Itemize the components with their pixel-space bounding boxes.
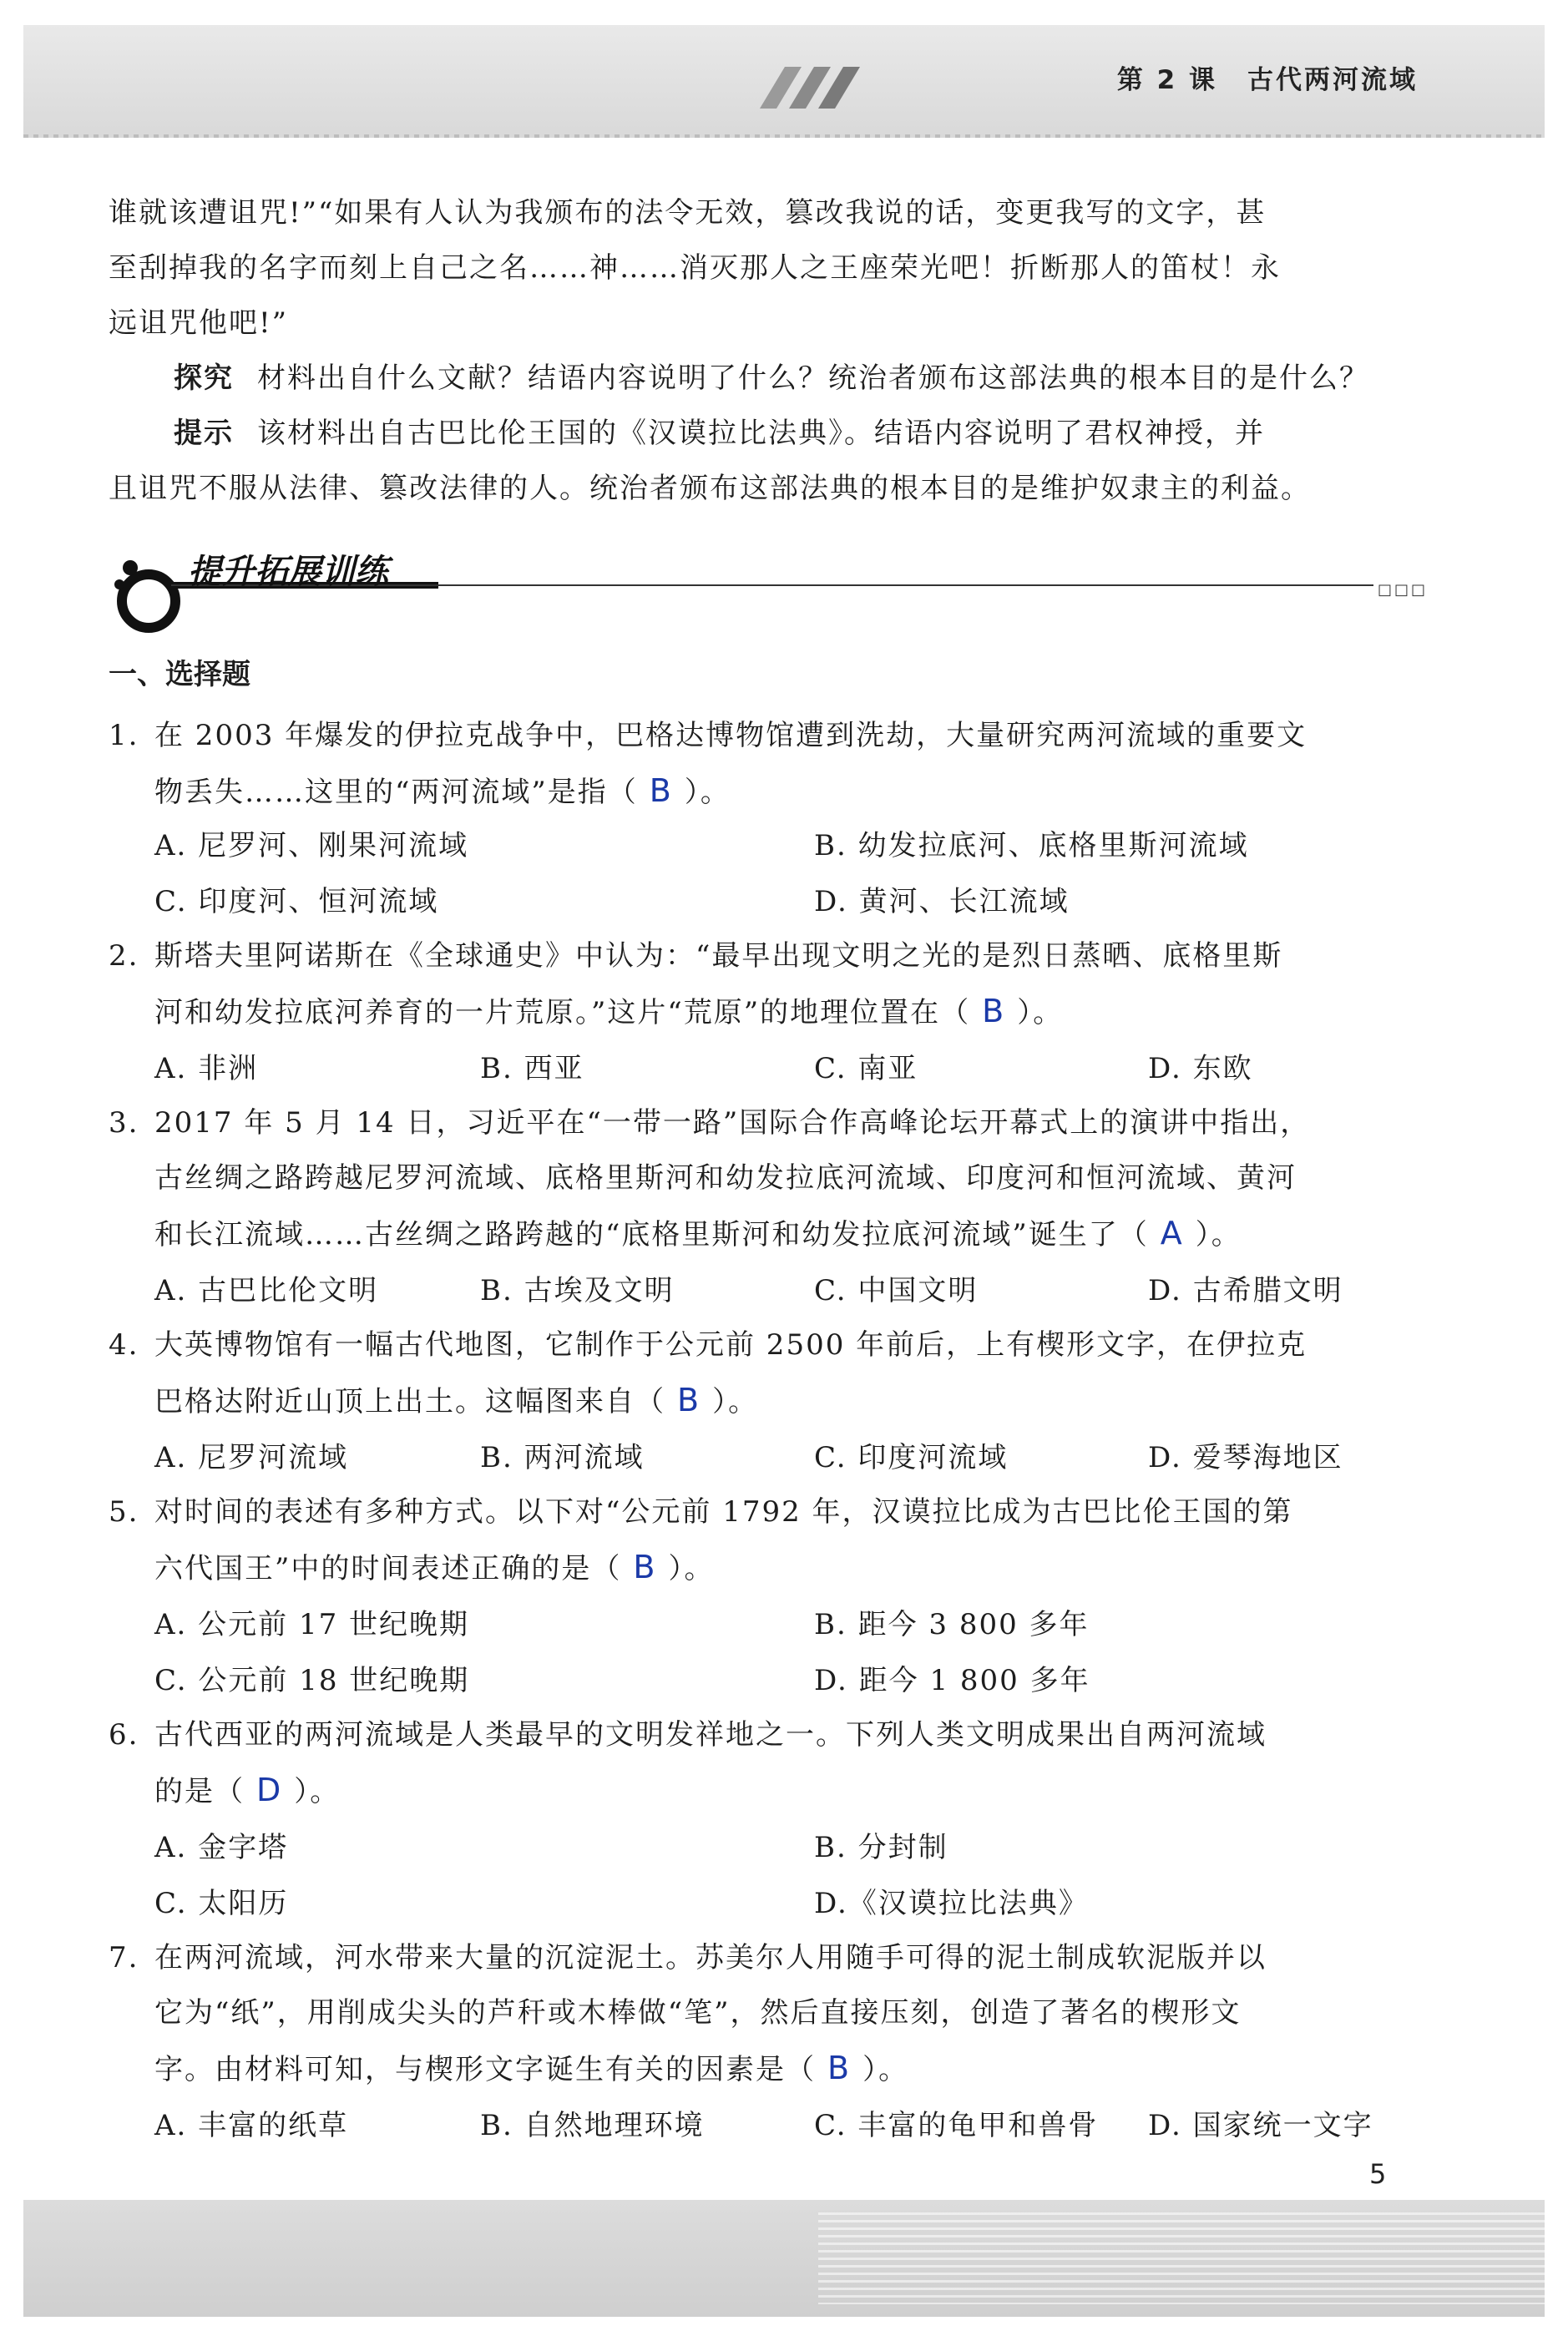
answer-mark: D [256, 1772, 283, 1808]
option: B. 距今 3 800 多年 [814, 1608, 1090, 1641]
question-3: 3. 2017 年 5 月 14 日，习近平在“一带一路”国际合作高峰论坛开幕式上的演讲中指出， 古丝绸之路跨越尼罗河流域、底格里斯河和幼发拉底河流域、印度河和恒河流域、黄河 和长江流域……古丝绸之路跨越的“底格里斯河和幼发拉底河流域”诞生了（ A ）。 [109, 1095, 1419, 1262]
option: A. 金字塔 [154, 1831, 289, 1864]
option: B. 两河流域 [480, 1441, 645, 1474]
option: D. 黄河、长江流域 [814, 885, 1070, 918]
option: D.《汉谟拉比法典》 [814, 1887, 1089, 1920]
option: B. 分封制 [814, 1831, 948, 1864]
hint-paragraph [109, 406, 1419, 516]
option: C. 公元前 18 世纪晚期 [154, 1664, 470, 1697]
lesson-number: 第 2 课 [1116, 65, 1217, 95]
option: A. 尼罗河、刚果河流域 [154, 829, 469, 862]
answer-mark: B [649, 772, 673, 809]
option: A. 非洲 [154, 1052, 259, 1085]
answer-mark: B [633, 1549, 657, 1585]
explore-label: 探究 [174, 362, 234, 395]
page-number: 5 [1369, 2158, 1387, 2190]
question-6: 6. 古代西亚的两河流域是人类最早的文明发祥地之一。下列人类文明成果出自两河流域 的是（ D ）。 [109, 1707, 1419, 1819]
option: A. 尼罗河流域 [154, 1441, 349, 1474]
question-number: 7. [109, 1941, 139, 1974]
question-2: 2. 斯塔夫里阿诺斯在《全球通史》中认为：“最早出现文明之光的是烈日蒸晒、底格里斯 河和幼发拉底河养育的一片荒原。”这片“荒原”的地理位置在（ B ）。 [109, 928, 1419, 1040]
option: A. 公元前 17 世纪晚期 [154, 1608, 470, 1641]
part-title: 一、选择题 [109, 658, 250, 691]
option: B. 西亚 [480, 1052, 584, 1085]
question-1: 1. 在 2003 年爆发的伊拉克战争中，巴格达博物馆遭到洗劫，大量研究两河流域的重要文 物丢失……这里的“两河流域”是指（ B ）。 [109, 708, 1419, 820]
running-header [1117, 58, 1418, 96]
option: C. 丰富的龟甲和兽骨 [814, 2109, 1099, 2142]
answer-mark: B [827, 2050, 852, 2086]
option: D. 古希腊文明 [1148, 1274, 1343, 1307]
material-paragraph [109, 185, 1419, 351]
option: B. 幼发拉底河、底格里斯河流域 [814, 829, 1249, 862]
option: D. 距今 1 800 多年 [814, 1664, 1090, 1697]
explore-text: 材料出自什么文献？结语内容说明了什么？统治者颁布这部法典的根本目的是什么？ [257, 362, 1369, 395]
question-7: 7. 在两河流域，河水带来大量的沉淀泥土。苏美尔人用随手可得的泥土制成软泥版并以 它为“纸”，用削成尖头的芦秆或木棒做“笔”，然后直接压刻，创造了著名的楔形文 字。由材料可知，与楔形文字诞生有关的因素是（ B ）。 [109, 1930, 1419, 2097]
option: C. 中国文明 [814, 1274, 979, 1307]
hint-label: 提示 [174, 417, 234, 450]
section-title: 提升拓展训练 [188, 553, 388, 591]
question-4: 4. 大英博物馆有一幅古代地图，它制作于公元前 2500 年前后，上有楔形文字，在伊拉克 巴格达附近山顶上出土。这幅图来自（ B ）。 [109, 1317, 1419, 1429]
question-number: 1. [109, 719, 139, 752]
question-number: 4. [109, 1328, 139, 1362]
hint-text: 该材料出自古巴比伦王国的《汉谟拉比法典》。结语内容说明了君权神授，并 [257, 417, 1265, 450]
option: C. 印度河流域 [814, 1441, 1009, 1474]
section-circle-icon [107, 551, 199, 643]
material-line: 至刮掉我的名字而刻上自己之名……神……消灭那人之王座荣光吧！折断那人的笛杖！永 [109, 251, 1281, 285]
lesson-title: 古代两河流域 [1247, 65, 1418, 95]
answer-mark: A [1160, 1215, 1184, 1251]
footer-stripes-decor [818, 2212, 1545, 2304]
option: C. 太阳历 [154, 1887, 289, 1920]
question-number: 2. [109, 939, 139, 973]
option: A. 丰富的纸草 [154, 2109, 349, 2142]
question-number: 6. [109, 1718, 139, 1752]
option: D. 国家统一文字 [1148, 2109, 1373, 2142]
material-line: 远诅咒他吧!” [109, 306, 289, 340]
answer-mark: B [982, 993, 1006, 1029]
section-squares-decor: □□□ [1378, 581, 1429, 599]
question-number: 5. [109, 1495, 139, 1529]
explore-paragraph [109, 351, 1419, 406]
option: D. 爱琴海地区 [1148, 1441, 1343, 1474]
option: C. 印度河、恒河流域 [154, 885, 439, 918]
question-5: 5. 对时间的表述有多种方式。以下对“公元前 1792 年，汉谟拉比成为古巴比伦王国的第 六代国王”中的时间表述正确的是（ B ）。 [109, 1484, 1419, 1596]
option: C. 南亚 [814, 1052, 918, 1085]
header-stripes-decor [751, 67, 868, 109]
answer-mark: B [677, 1382, 701, 1418]
option: A. 古巴比伦文明 [154, 1274, 379, 1307]
question-number: 3. [109, 1106, 139, 1140]
option: B. 自然地理环境 [480, 2109, 705, 2142]
hint-text: 且诅咒不服从法律、篡改法律的人。统治者颁布这部法典的根本目的是维护奴隶主的利益。 [109, 472, 1311, 505]
material-line: 谁就该遭诅咒!”“如果有人认为我颁布的法令无效，篡改我说的话，变更我写的文字，甚 [109, 196, 1267, 230]
option: D. 东欧 [1148, 1052, 1253, 1085]
option: B. 古埃及文明 [480, 1274, 675, 1307]
